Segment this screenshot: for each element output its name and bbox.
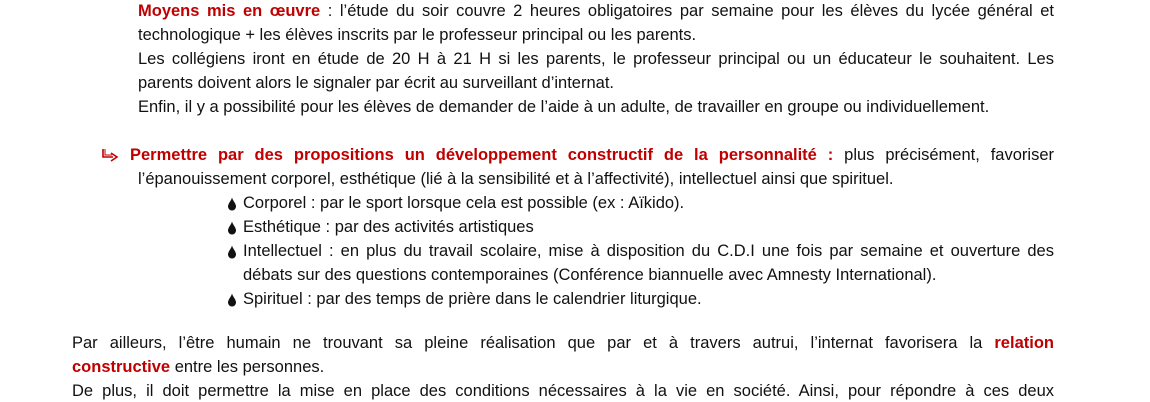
- block2-line1: [130, 144, 1054, 166]
- drop-bullet-icon: [227, 221, 237, 235]
- bullet-item-intellectuel-cont: débats sur des questions contemporaines (Conférence biannuelle avec Amnesty International).: [243, 266, 937, 284]
- block2-line1-text: plus précisément, favoriser: [833, 146, 1054, 164]
- block1-line4: parents doivent alors le signaler par écrit au surveillant d’internat.: [138, 74, 615, 92]
- block3-line1-text: Par ailleurs, l’être humain ne trouvant sa pleine réalisation que par et à travers autrui, l’internat favorisera la: [72, 334, 983, 352]
- block1-heading: Moyens mis en œuvre: [138, 2, 321, 20]
- block3-line1: [72, 332, 1054, 354]
- block1-line3: Les collégiens iront en étude de 20 H à 21 H si les parents, le professeur principal ou un éducateur le souhaitent. Les: [138, 50, 1054, 68]
- block3-line2-text: entre les personnes.: [170, 358, 325, 376]
- block2-line2: l’épanouissement corporel, esthétique (lié à la sensibilité et à l’affectivité), intellectuel ainsi que spirituel.: [138, 170, 894, 188]
- block3-line3: De plus, il doit permettre la mise en place des conditions nécessaires à la vie en société. Ainsi, pour répondre à ces deux: [72, 382, 1054, 400]
- block1-line1-text: : l’étude du soir couvre 2 heures obligatoires par semaine pour les élèves du lycée général et: [320, 2, 1054, 20]
- block2-heading: Permettre par des propositions un développement constructif de la personnalité :: [130, 146, 834, 164]
- drop-bullet-icon: [227, 293, 237, 307]
- bullet-item-intellectuel: Intellectuel : en plus du travail scolaire, mise à disposition du C.D.I une fois par semaine et ouverture des: [243, 242, 1054, 260]
- bullet-item-spirituel: Spirituel : par des temps de prière dans le calendrier liturgique.: [243, 290, 702, 308]
- block3-line2: [72, 356, 324, 378]
- block1-line2: technologique + les élèves inscrits par le professeur principal ou les parents.: [138, 26, 697, 44]
- block3-line1-red: relation: [994, 334, 1054, 352]
- drop-bullet-icon: [227, 197, 237, 211]
- block1-line1: [138, 0, 1054, 22]
- bullet-item-esthetique: Esthétique : par des activités artistiques: [243, 218, 534, 236]
- drop-bullet-icon: [227, 245, 237, 259]
- arrow-bullet-icon: [100, 147, 120, 167]
- block1-line5: Enfin, il y a possibilité pour les élèves de demander de l’aide à un adulte, de travailler en groupe ou individuellement.: [138, 98, 990, 116]
- bullet-item-corporel: Corporel : par le sport lorsque cela est possible (ex : Aïkido).: [243, 194, 685, 212]
- block3-line2-red: constructive: [72, 358, 171, 376]
